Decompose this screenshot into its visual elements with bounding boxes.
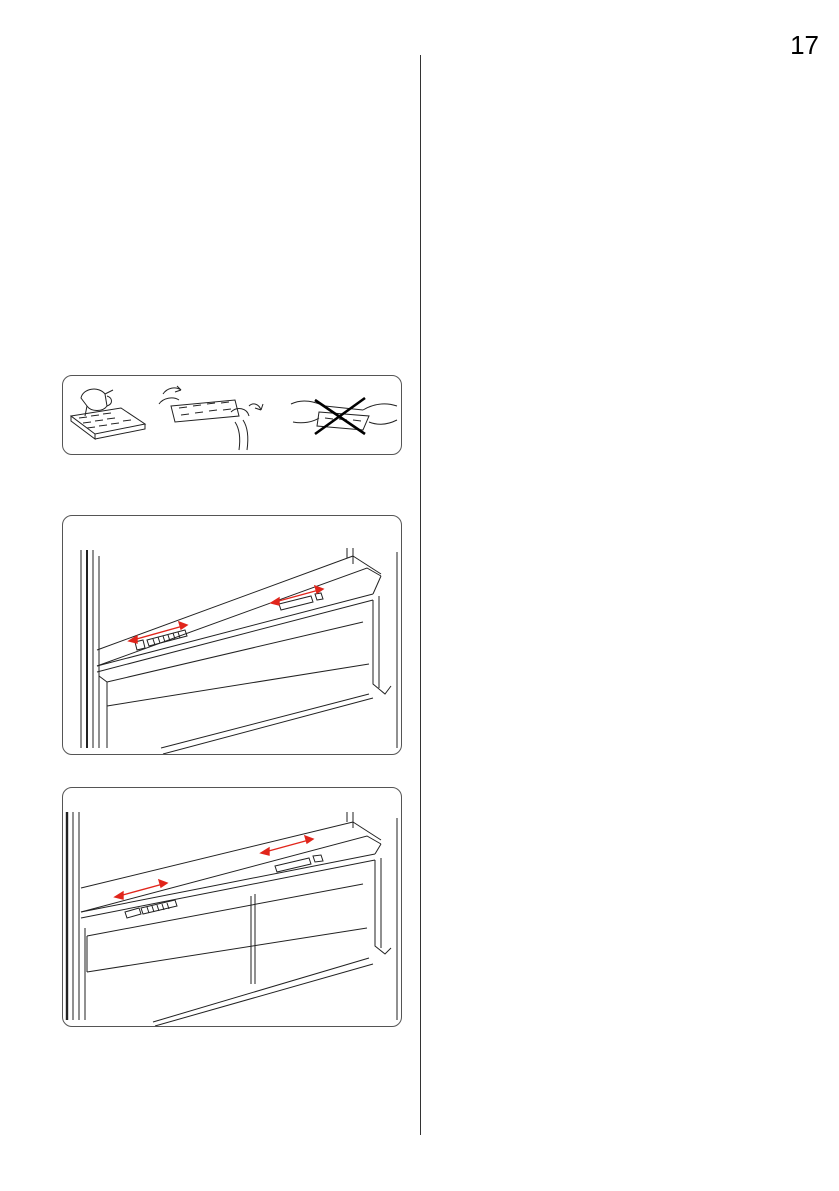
fridge-cabinet-drawing	[67, 812, 397, 1026]
twist-tray-icon	[159, 386, 263, 450]
do-not-bend-icon	[291, 398, 397, 434]
page-number: 17	[790, 30, 819, 60]
ice-tray-figure	[62, 375, 402, 455]
fridge-cabinet-drawing	[81, 548, 397, 754]
crisper-cover-figure-1	[62, 515, 402, 755]
fill-water-icon	[71, 389, 145, 439]
crisper-cover-figure-2	[62, 787, 402, 1027]
column-divider	[420, 55, 421, 1135]
